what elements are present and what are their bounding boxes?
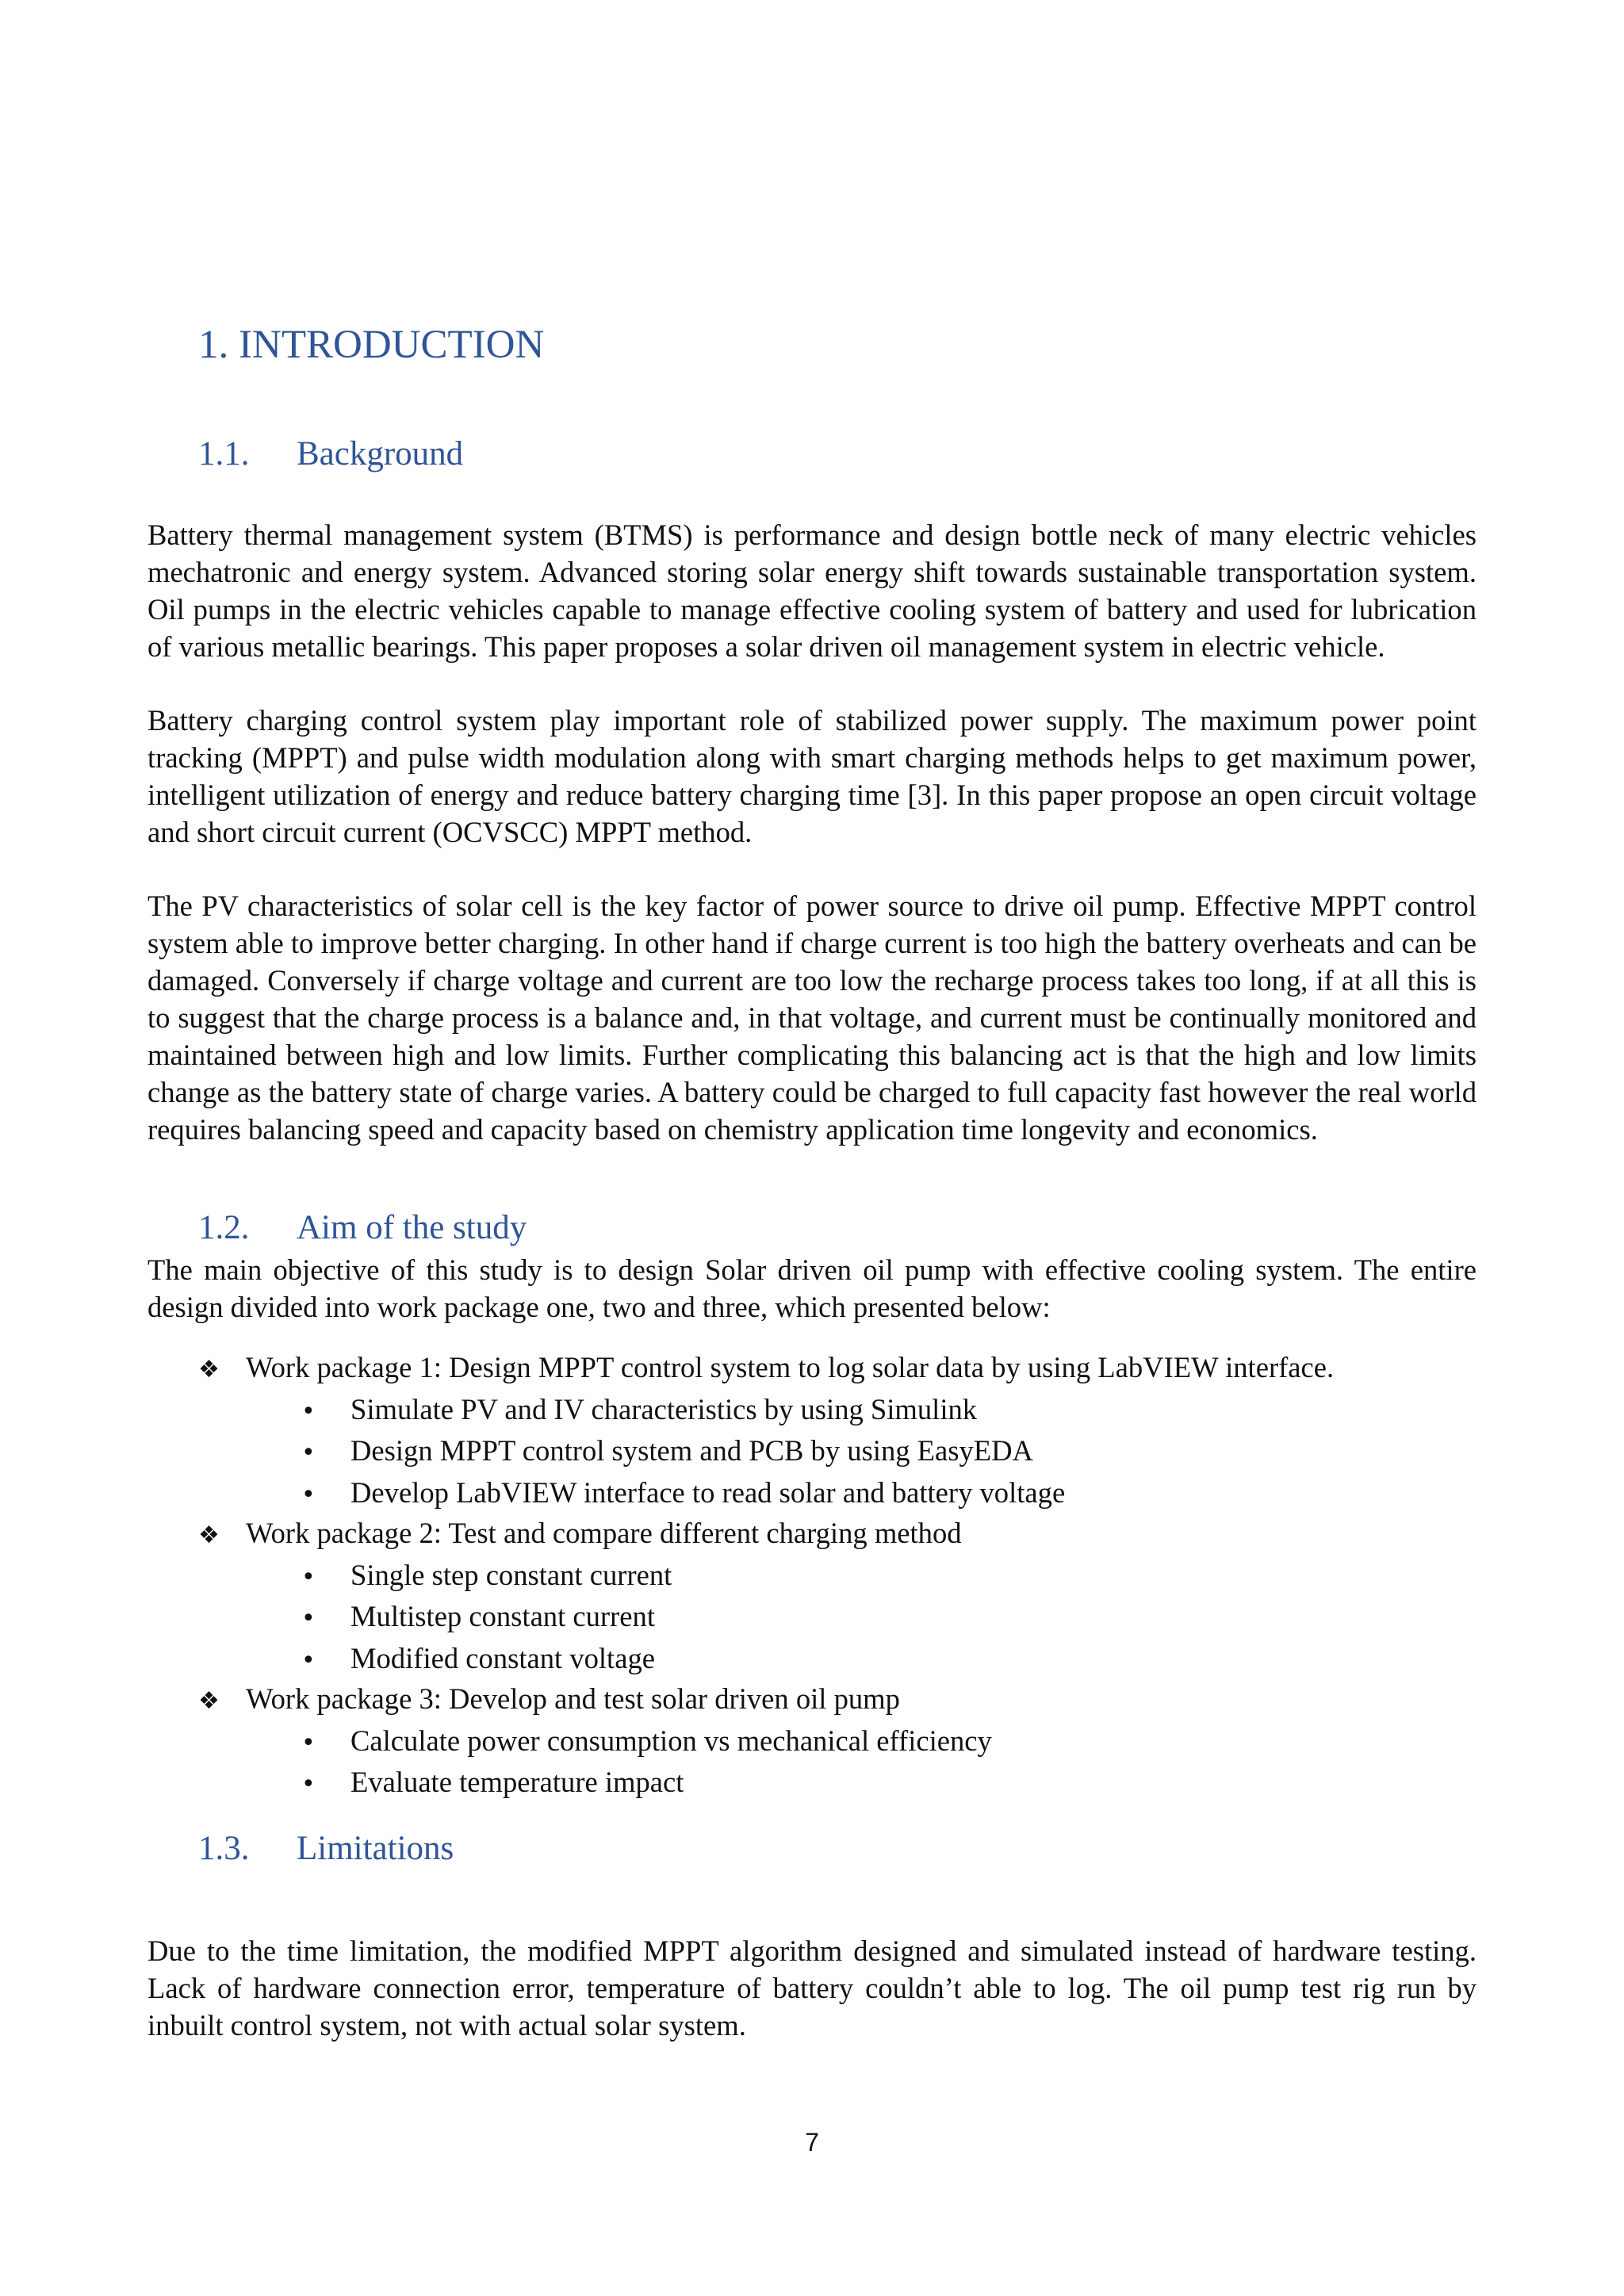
bullet-icon: • <box>301 1770 316 1798</box>
paragraph: Battery thermal management system (BTMS) is performance and design bottle neck of many electric vehicles mechatronic and energy system. Advanced storing solar energy shift towards sustainable transportation system. Oil pumps in the electric vehicles capable to manage effective cooling system of battery and used for lubrication of various metallic bearings. This paper proposes a solar driven oil management system in electric vehicle. <box>147 519 1477 663</box>
bullet-icon: • <box>301 1439 316 1467</box>
bullet-icon: • <box>301 1398 316 1425</box>
list-item <box>301 1763 684 1803</box>
list-item <box>301 1391 977 1430</box>
list-item <box>301 1474 1065 1513</box>
section-title: Limitations <box>297 1830 454 1867</box>
section-heading-aim <box>198 1208 527 1247</box>
list-item <box>301 1556 672 1596</box>
paragraph: Due to the time limitation, the modified MPPT algorithm designed and simulated instead of hardware testing. Lack of hardware connection error, temperature of battery couldn’t able to log. The oil pump test rig run by inbuilt control system, not with actual solar system. <box>147 1934 1477 2042</box>
list-item-text: Simulate PV and IV characteristics by using Simulink <box>350 1393 978 1425</box>
section-title: Aim of the study <box>297 1209 527 1246</box>
list-item <box>301 1640 655 1679</box>
diamond-bullet-icon: ❖ <box>198 1521 220 1549</box>
paragraph: The PV characteristics of solar cell is the key factor of power source to drive oil pump. Effective MPPT control system able to improve better charging. In other hand if charge current is too high the battery overheats and can be damaged. Conversely if charge voltage and current are too low the recharge process takes too long, if at all this is to suggest that the charge process is a balance and, in that voltage, and current must be continually monitored and maintained between high and low limits. Further complicating this balancing act is that the high and low limits change as the battery state of charge varies. A battery could be charged to full capacity fast however the real world requires balancing speed and capacity based on chemistry application time longevity and economics. <box>147 890 1477 1146</box>
list-item-text: Multistep constant current <box>350 1600 655 1632</box>
bullet-icon: • <box>301 1563 316 1591</box>
list-item <box>301 1432 1033 1471</box>
list-item-text: Evaluate temperature impact <box>350 1766 684 1798</box>
list-item-text: Single step constant current <box>350 1559 672 1591</box>
list-item <box>301 1598 655 1637</box>
section-number: 1.1. <box>198 435 250 473</box>
section-number: 1.2. <box>198 1209 250 1246</box>
work-package-label: Work package 1: Design MPPT control system to log solar data by using LabVIEW interface. <box>246 1351 1335 1383</box>
paragraph: Battery charging control system play important role of stabilized power supply. The maximum power point tracking (MPPT) and pulse width modulation along with smart charging methods helps to get maximum power, intelligent utilization of energy and reduce battery charging time [3]. In this paper propose an open circuit voltage and short circuit current (OCVSCC) MPPT method. <box>147 704 1477 848</box>
list-item-text: Design MPPT control system and PCB by using EasyEDA <box>350 1434 1033 1467</box>
chapter-number: 1. <box>198 323 229 367</box>
chapter-title <box>198 322 544 368</box>
work-package-item <box>198 1680 900 1720</box>
section-title: Background <box>297 435 464 473</box>
work-package-label: Work package 3: Develop and test solar driven oil pump <box>246 1682 900 1715</box>
section-heading-limitations <box>198 1829 454 1868</box>
diamond-bullet-icon: ❖ <box>198 1687 220 1715</box>
list-item-text: Develop LabVIEW interface to read solar and battery voltage <box>350 1476 1066 1509</box>
list-item <box>301 1722 992 1762</box>
aim-intro-paragraph: The main objective of this study is to design Solar driven oil pump with effective cooling system. The entire design divided into work package one, two and three, which presented below: <box>147 1253 1477 1323</box>
work-package-item <box>198 1514 962 1554</box>
section-heading-background <box>198 434 463 473</box>
list-item-text: Modified constant voltage <box>350 1642 655 1674</box>
bullet-icon: • <box>301 1729 316 1757</box>
diamond-bullet-icon: ❖ <box>198 1356 220 1383</box>
work-package-item <box>198 1349 1334 1388</box>
work-package-label: Work package 2: Test and compare different charging method <box>246 1517 962 1549</box>
page-number: 7 <box>805 2128 819 2156</box>
bullet-icon: • <box>301 1605 316 1632</box>
section-number: 1.3. <box>198 1830 250 1867</box>
bullet-icon: • <box>301 1647 316 1674</box>
list-item-text: Calculate power consumption vs mechanical efficiency <box>350 1724 992 1757</box>
chapter-title-text: INTRODUCTION <box>239 323 545 367</box>
bullet-icon: • <box>301 1481 316 1509</box>
